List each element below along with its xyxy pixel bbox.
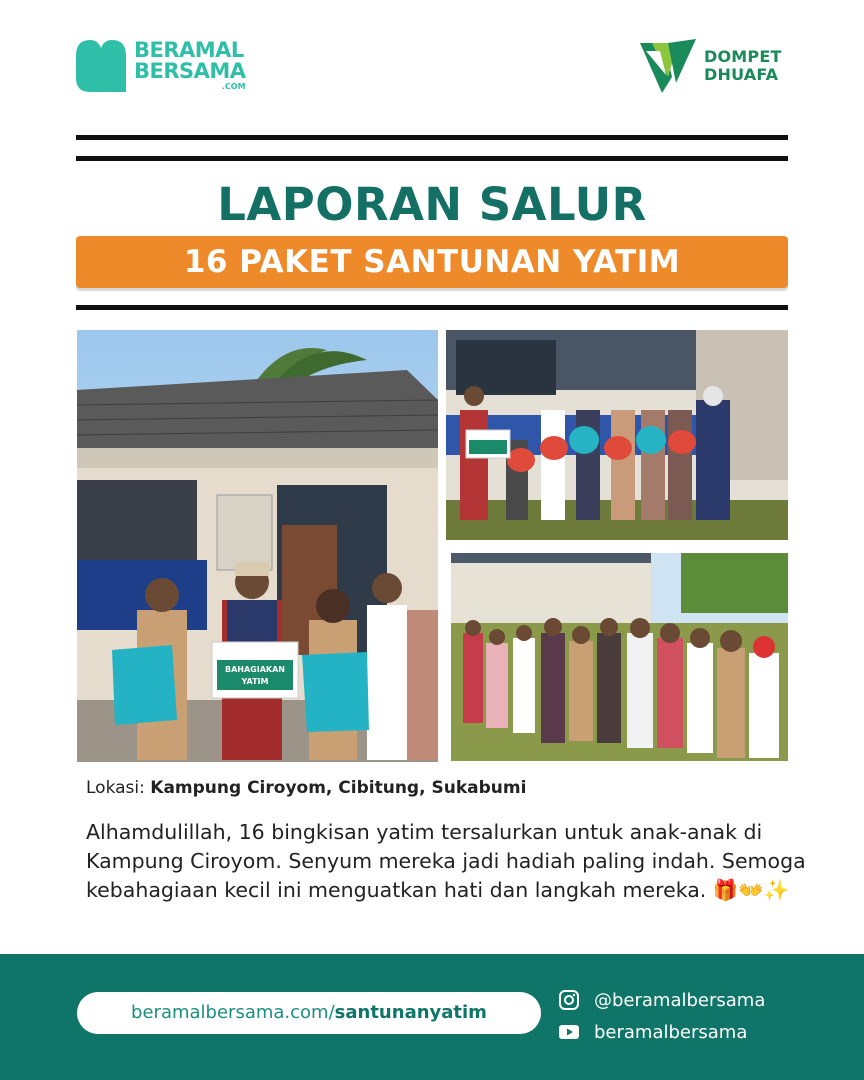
- divider-top-2: [76, 156, 788, 161]
- campaign-url-link[interactable]: [77, 992, 541, 1034]
- youtube-link[interactable]: [558, 1021, 747, 1043]
- youtube-handle: beramalbersama: [594, 1021, 748, 1043]
- sign-line-1: BAHAGIAKAN: [225, 665, 285, 674]
- logo-suffix: .COM: [221, 82, 246, 91]
- page-title: LAPORAN SALUR: [217, 178, 647, 231]
- divider-bottom: [76, 305, 788, 310]
- url-prefix: beramalbersama.com/: [131, 1002, 335, 1023]
- description-text: Alhamdulillah, 16 bingkisan yatim tersalurkan untuk anak-anak di Kampung Ciroyom. Senyum mereka jadi hadiah paling indah. Semoga kebahagiaan kecil ini menguatkan hati dan langkah mereka. 🎁👐✨: [86, 820, 806, 902]
- dompet-dhuafa-logo: [638, 37, 782, 95]
- instagram-icon: [558, 989, 580, 1011]
- instagram-link[interactable]: [558, 989, 765, 1011]
- location-label: Lokasi:: [86, 778, 145, 798]
- youtube-icon: [558, 1021, 580, 1043]
- location-value: Kampung Ciroyom, Cibitung, Sukabumi: [150, 778, 527, 798]
- dompet-dhuafa-mark-icon: [638, 37, 698, 95]
- url-path: santunanyatim: [334, 1002, 487, 1023]
- logo-line-2: BERSAMA: [134, 59, 246, 83]
- heart-logo-icon: [76, 40, 126, 90]
- location-line: [86, 778, 526, 798]
- divider-top-1: [76, 135, 788, 140]
- dd-line-1: DOMPET: [704, 47, 782, 66]
- logo-line-1: BERAMAL: [134, 38, 244, 62]
- beramal-bersama-logo: [76, 40, 246, 91]
- dd-line-2: DHUAFA: [704, 65, 779, 84]
- photo-main: [77, 330, 438, 762]
- photo-group-top: [446, 330, 788, 540]
- subtitle-banner: 16 PAKET SANTUNAN YATIM: [76, 236, 788, 288]
- photo-children-line: [451, 553, 788, 761]
- instagram-handle: @beramalbersama: [594, 989, 766, 1011]
- sign-line-2: YATIM: [241, 677, 269, 686]
